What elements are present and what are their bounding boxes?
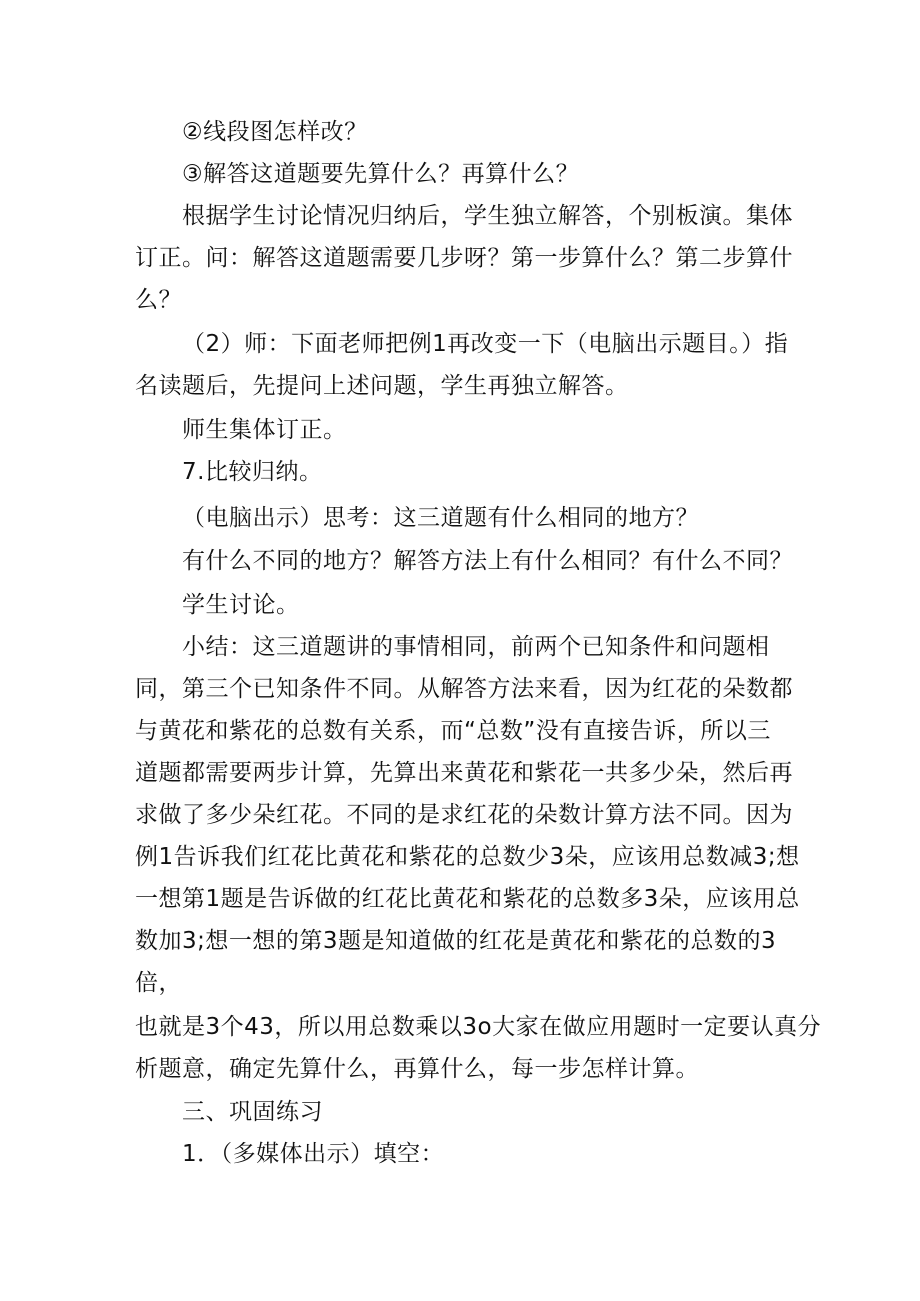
exercise-item: 1．（多媒体出示）填空：	[182, 1141, 445, 1167]
text-line: 倍，	[135, 970, 182, 996]
text-line: 名读题后，先提问上述问题，学生再独立解答。	[135, 373, 629, 399]
text-line: （电脑出示）思考：这三道题有什么相同的地方？	[182, 505, 699, 531]
text-line: 小结：这三道题讲的事情相同，前两个已知条件和问题相	[182, 634, 770, 660]
text-line: 根据学生讨论情况归纳后，学生独立解答，个别板演。集体	[182, 203, 793, 229]
text-line: 有什么不同的地方？解答方法上有什么相同？有什么不同？	[182, 548, 793, 574]
text-line: 一想第1题是告诉做的红花比黄花和紫花的总数多3朵，应该用总	[135, 886, 800, 912]
text-line: ③解答这道题要先算什么？再算什么？	[182, 161, 580, 187]
text-line: 订正。问：解答这道题需要几步呀？第一步算什么？第二步算什	[135, 245, 793, 271]
text-line: （2）师：下面老师把例1再改变一下（电脑出示题目。）指	[182, 331, 789, 357]
text-line: 数加3;想一想的第3题是知道做的红花是黄花和紫花的总数的3	[135, 928, 777, 954]
text-line: 学生讨论。	[182, 592, 300, 618]
text-line: 师生集体订正。	[182, 417, 347, 443]
text-line: 与黄花和紫花的总数有关系，而“总数”没有直接告诉，所以三	[135, 718, 771, 744]
text-line: 同，第三个已知条件不同。从解答方法来看，因为红花的朵数都	[135, 676, 793, 702]
text-line: 道题都需要两步计算，先算出来黄花和紫花一共多少朵，然后再	[135, 760, 793, 786]
text-line: 么？	[135, 287, 182, 313]
text-line: 求做了多少朵红花。不同的是求红花的朵数计算方法不同。因为	[135, 802, 793, 828]
text-line: 析题意，确定先算什么，再算什么，每一步怎样计算。	[135, 1056, 699, 1082]
text-line: 例1告诉我们红花比黄花和紫花的总数少3朵，应该用总数减3;想	[135, 844, 800, 870]
section-heading: 三、巩固练习	[182, 1099, 323, 1125]
text-line: 也就是3个43，所以用总数乘以3o大家在做应用题时一定要认真分	[135, 1014, 822, 1040]
section-heading: 7.比较归纳。	[182, 459, 323, 485]
text-line: ②线段图怎样改？	[182, 119, 368, 145]
